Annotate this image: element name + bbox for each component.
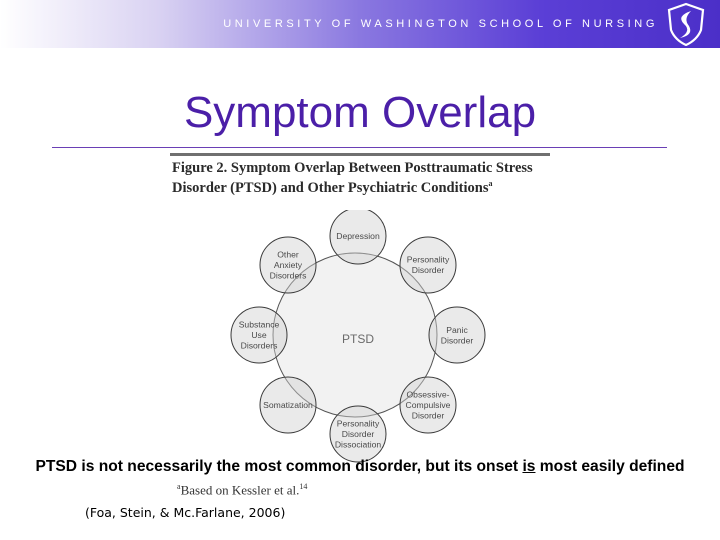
bubble-label-somatization: Somatization — [263, 400, 313, 410]
figure-caption — [172, 160, 572, 196]
bubble-label-other-anxiety-disorders: Other Anxiety Disorders — [269, 249, 307, 281]
bubble-label-substance-use-disorders: Substance Use Disorders — [238, 319, 280, 351]
bubble-label-obsessive-compulsive-disorder: Obsessive-Compulsive Disorder — [405, 389, 451, 421]
main-statement — [0, 458, 720, 476]
uw-shield-logo-icon — [664, 2, 708, 46]
caption-marker: a — [488, 179, 493, 188]
ptsd-center-label: PTSD — [341, 332, 375, 346]
bubble-label-panic-disorder: Panic Disorder — [440, 324, 474, 346]
bubble-label-depression: Depression — [336, 231, 380, 241]
symptom-overlap-diagram — [225, 210, 495, 465]
bubble-label-personality-disorder-dissociation: Personality Disorder Dissociation — [334, 418, 382, 450]
footnote-text: Based on Kessler et al. — [180, 482, 300, 498]
caption-line-1: Figure 2. Symptom Overlap Between Posttraumatic Stress — [172, 160, 533, 176]
citation: (Foa, Stein, & Mc.Farlane, 2006) — [85, 505, 286, 520]
slide-title: Symptom Overlap — [183, 88, 537, 137]
figure-top-rule — [170, 153, 550, 156]
bubble-label-personality-disorder: Personality Disorder — [406, 254, 450, 276]
caption-line-2: Disorder (PTSD) and Other Psychiatric Conditions — [172, 179, 489, 196]
header-banner — [0, 0, 720, 48]
footnote-marker: a — [177, 482, 181, 491]
statement-part-2: most easily defined — [535, 458, 685, 475]
institution-name: UNIVERSITY OF WASHINGTON SCHOOL OF NURSING — [223, 18, 658, 30]
footnote-reference: 14 — [299, 482, 308, 491]
statement-emphasis: is — [522, 458, 536, 475]
figure-footnote — [177, 482, 307, 498]
title-divider — [52, 147, 667, 148]
statement-part-1: PTSD is not necessarily the most common disorder, but its onset — [35, 458, 523, 475]
